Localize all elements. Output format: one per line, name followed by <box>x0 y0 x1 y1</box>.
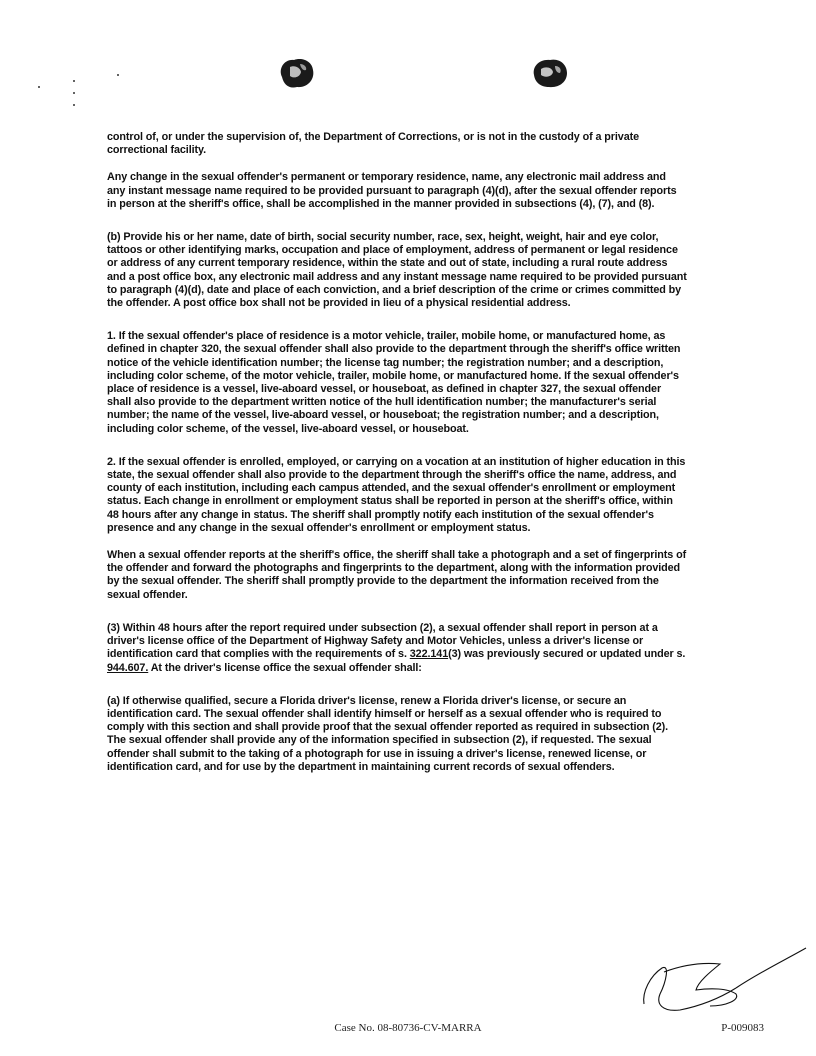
paragraph-change-of-residence: Any change in the sexual offender's permanent or temporary residence, name, any electronic mail address and any instant message name required to be provided pursuant to paragraph (4)(d), after the sexual offender reports in person at the sheriff's office, shall be accomplished in the manner provided in subsections (4), (7), and (8). <box>107 171 677 210</box>
paragraph-3-text-a: (3) Within 48 hours after the report required under subsection (2), a sexual offender shall report in person at a driver's license office of the Department of Highway Safety and Motor Vehicles, unless a driver's license or identification card that complies with the requirements of s. <box>107 621 658 661</box>
paragraph-3-drivers-license-office <box>107 622 687 675</box>
statute-link-322-141[interactable]: 322.141 <box>409 648 449 661</box>
case-number: Case No. 08-80736-CV-MARRA <box>334 1022 482 1034</box>
paragraph-2-higher-education: 2. If the sexual offender is enrolled, employed, or carrying on a vocation at an institution of higher education in this state, the sexual offender shall also provide to the department through the sheriff's office the name, address, and county of each institution, including each campus attended, and the sexual offender's enrollment or employment status. Each change in enrollment or employment status shall be reported in person at the sheriff's office, within 48 hours after any change in status. The sheriff shall promptly notify each institution of the sexual offender's presence and any change in the sexual offender's enrollment or employment status. <box>107 455 686 534</box>
paragraph-3-text-b: (3) was previously secured or updated under s. <box>448 648 686 661</box>
bates-number: P-009083 <box>721 1022 764 1034</box>
scan-speck <box>73 104 75 106</box>
paragraph-3-text-c: At the driver's license office the sexual offender shall: <box>148 661 422 674</box>
statute-link-944-607[interactable]: 944.607. <box>107 661 149 674</box>
paragraph-custody: control of, or under the supervision of, the Department of Corrections, or is not in the custody of a private correctional facility. <box>107 131 639 157</box>
paragraph-b-provide-info: (b) Provide his or her name, date of birth, social security number, race, sex, height, weight, hair and eye color, tattoos or other identifying marks, occupation and place of employment, address of permanent or legal residence or address of any current temporary residence, within the state and out of state, including a rural route address and a post office box, any electronic mail address and any instant message name required to be provided pursuant to paragraph (4)(d), date and place of each conviction, and a brief description of the crime or crimes committed by the offender. A post office box shall not be provided in lieu of a physical residential address. <box>107 231 687 310</box>
handwritten-signature <box>640 942 810 1022</box>
paragraph-sheriff-photograph: When a sexual offender reports at the sheriff's office, the sheriff shall take a photograph and a set of fingerprints of the offender and forward the photographs and fingerprints to the department, along with the information provided by the sexual offender. The sheriff shall promptly provide to the department the information received from the sexual offender. <box>107 549 687 601</box>
punch-hole-mark-right <box>530 55 570 91</box>
scan-speck <box>73 80 75 82</box>
scan-speck <box>73 92 75 94</box>
paragraph-1-vehicle-residence: 1. If the sexual offender's place of residence is a motor vehicle, trailer, mobile home, or manufactured home, as defined in chapter 320, the sexual offender shall also provide to the department through the sheriff's office written notice of the vehicle identification number; the license tag number; the registration number; and a description, including color scheme, of the motor vehicle, trailer, mobile home, or manufactured home. If the sexual offender's place of residence is a vessel, live-aboard vessel, or houseboat, as defined in chapter 327, the sexual offender shall also provide to the department written notice of the hull identification number; the manufacturer's serial number; the name of the vessel, live-aboard vessel, or houseboat; the registration number; and a description, including color scheme, of the vessel, live-aboard vessel, or houseboat. <box>107 330 681 435</box>
scan-speck <box>117 74 119 76</box>
scan-speck <box>38 86 40 88</box>
statute-text <box>107 131 687 794</box>
punch-hole-mark-left <box>276 55 316 91</box>
paragraph-a-florida-license: (a) If otherwise qualified, secure a Florida driver's license, renew a Florida driver's license, or secure an identification card. The sexual offender shall identify himself or herself as a sexual offender who is required to comply with this section and shall provide proof that the sexual offender reported as required in subsection (2). The sexual offender shall provide any of the information specified in subsection (2), if requested. The sexual offender shall submit to the taking of a photograph for use in issuing a driver's license, renewed license, or identification card, and for use by the department in maintaining current records of sexual offenders. <box>107 694 669 773</box>
